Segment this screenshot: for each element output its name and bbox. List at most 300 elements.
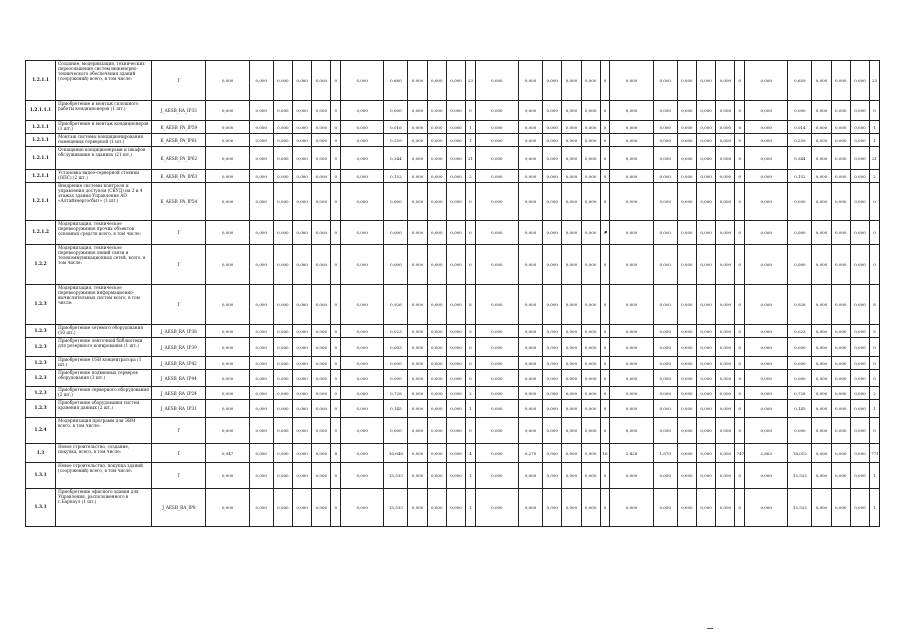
value-cell: 0,000 xyxy=(677,121,696,134)
value-cell: 0,000 xyxy=(312,357,331,370)
table-row xyxy=(26,357,880,370)
value-cell: 0 xyxy=(331,463,341,489)
value-cell: 0,000 xyxy=(610,463,653,489)
value-cell: 0,000 xyxy=(408,338,427,357)
value-cell: 0,000 xyxy=(543,338,562,357)
value-cell: 0,000 xyxy=(312,444,331,463)
value-cell: 0,000 xyxy=(427,101,446,121)
value-cell: 0,000 xyxy=(581,400,600,418)
value-cell: 0,145 xyxy=(384,400,408,418)
value-cell: 0,000 xyxy=(292,221,311,245)
value-cell: 0,000 xyxy=(696,121,715,134)
value-cell: 0,000 xyxy=(408,101,427,121)
value-cell: 0 xyxy=(735,489,745,527)
table-row xyxy=(26,101,880,121)
value-cell: 0,000 xyxy=(831,387,850,400)
value-cell: 0,000 xyxy=(341,285,384,325)
value-cell: 8 xyxy=(466,285,476,325)
value-cell: 0,000 xyxy=(716,285,735,325)
row-code: J_AESB_RA_IP24 xyxy=(152,387,206,400)
value-cell: 0,000 xyxy=(519,463,543,489)
value-cell: 0 xyxy=(870,183,880,221)
table-row xyxy=(26,61,880,101)
value-cell: 0,000 xyxy=(446,418,465,444)
value-cell: 0,000 xyxy=(696,338,715,357)
value-cell: 0,000 xyxy=(249,463,273,489)
value-cell: 0,000 xyxy=(475,134,518,147)
value-cell: 0,000 xyxy=(408,183,427,221)
value-cell: 0 xyxy=(331,370,341,387)
value-cell: 0,000 xyxy=(408,387,427,400)
value-cell: 0,000 xyxy=(384,357,408,370)
value-cell: 0,000 xyxy=(273,61,292,101)
value-cell: 0 xyxy=(466,101,476,121)
value-cell: 0,000 xyxy=(519,489,543,527)
value-cell: 0,000 xyxy=(562,170,581,183)
row-number: 1.2.1.1 xyxy=(26,121,56,134)
value-cell: 0,000 xyxy=(427,338,446,357)
value-cell: 0,000 xyxy=(519,400,543,418)
value-cell: 0,000 xyxy=(562,101,581,121)
value-cell: 0,000 xyxy=(677,147,696,170)
value-cell: 0,000 xyxy=(206,221,249,245)
value-cell: 0,000 xyxy=(716,418,735,444)
value-cell: 0,000 xyxy=(788,221,812,245)
value-cell: 0 xyxy=(735,61,745,101)
value-cell: 0,000 xyxy=(341,338,384,357)
value-cell: 0,000 xyxy=(850,338,869,357)
value-cell: 0,000 xyxy=(788,338,812,357)
value-cell: 0 xyxy=(870,245,880,285)
value-cell: 0,000 xyxy=(581,444,600,463)
value-cell: 0,000 xyxy=(206,489,249,527)
value-cell: 5 xyxy=(466,325,476,338)
value-cell: 0,000 xyxy=(696,245,715,285)
value-cell: 0,000 xyxy=(543,134,562,147)
value-cell: 0,000 xyxy=(384,183,408,221)
value-cell: 0,000 xyxy=(677,370,696,387)
value-cell: 0 xyxy=(331,387,341,400)
value-cell: 2 xyxy=(870,170,880,183)
value-cell: 0,000 xyxy=(653,418,677,444)
value-cell: 0,000 xyxy=(341,325,384,338)
value-cell: 0,000 xyxy=(831,325,850,338)
value-cell: 4 xyxy=(466,444,476,463)
value-cell: 0 xyxy=(466,183,476,221)
value-cell: 0 xyxy=(466,245,476,285)
value-cell: 0,000 xyxy=(745,338,788,357)
value-cell: 0 xyxy=(735,463,745,489)
value-cell: 0,000 xyxy=(677,170,696,183)
value-cell: 0,000 xyxy=(427,61,446,101)
value-cell: 0,000 xyxy=(653,400,677,418)
value-cell: 8 xyxy=(870,285,880,325)
table-row xyxy=(26,387,880,400)
value-cell: 0,000 xyxy=(562,121,581,134)
value-cell: 0,000 xyxy=(341,61,384,101)
value-cell: 0,000 xyxy=(716,489,735,527)
value-cell: 0,000 xyxy=(812,285,831,325)
value-cell: 0 xyxy=(735,357,745,370)
value-cell: 0 xyxy=(870,221,880,245)
value-cell: 0,000 xyxy=(581,121,600,134)
value-cell: 0,660 xyxy=(384,61,408,101)
value-cell: 0,000 xyxy=(831,245,850,285)
value-cell: 0,000 xyxy=(812,325,831,338)
value-cell: 0,000 xyxy=(249,101,273,121)
value-cell: 0,000 xyxy=(696,147,715,170)
value-cell: 0,000 xyxy=(475,101,518,121)
value-cell: 0,000 xyxy=(519,325,543,338)
value-cell: 0,000 xyxy=(716,170,735,183)
value-cell: 0,000 xyxy=(273,183,292,221)
value-cell: 0,000 xyxy=(408,463,427,489)
value-cell: 0,000 xyxy=(696,221,715,245)
value-cell: 0,000 xyxy=(408,221,427,245)
value-cell: 0,000 xyxy=(716,101,735,121)
value-cell: 0,000 xyxy=(716,325,735,338)
value-cell: 0,000 xyxy=(292,183,311,221)
value-cell: 2 xyxy=(466,170,476,183)
value-cell: 0,000 xyxy=(745,183,788,221)
value-cell: 0,000 xyxy=(562,387,581,400)
table-row xyxy=(26,121,880,134)
value-cell: 23 xyxy=(466,61,476,101)
value-cell: 0,000 xyxy=(543,400,562,418)
value-cell: 0,000 xyxy=(206,183,249,221)
value-cell: 0,000 xyxy=(562,338,581,357)
value-cell: 0,000 xyxy=(249,325,273,338)
value-cell: 747 xyxy=(735,444,745,463)
row-code: K_AESB_PA_IP59 xyxy=(152,121,206,134)
value-cell: 0,000 xyxy=(850,183,869,221)
row-code: K_AESB_PA_IP63 xyxy=(152,170,206,183)
value-cell: 0,000 xyxy=(408,147,427,170)
value-cell: 0 xyxy=(600,147,610,170)
value-cell: 0,000 xyxy=(850,418,869,444)
value-cell: 5 xyxy=(870,325,880,338)
value-cell: 0,344 xyxy=(384,147,408,170)
value-cell: 0,000 xyxy=(273,489,292,527)
value-cell: 0,000 xyxy=(745,400,788,418)
value-cell: 0,000 xyxy=(427,183,446,221)
row-number: 1.2.3 xyxy=(26,285,56,325)
value-cell: 0 xyxy=(600,387,610,400)
value-cell: 0,000 xyxy=(475,121,518,134)
value-cell: 0,000 xyxy=(543,387,562,400)
value-cell: 16 xyxy=(600,444,610,463)
value-cell: 0 xyxy=(735,338,745,357)
value-cell: 0,000 xyxy=(562,221,581,245)
value-cell: 0,000 xyxy=(249,489,273,527)
value-cell: 0,000 xyxy=(206,61,249,101)
document-sheet xyxy=(25,60,880,527)
table-row xyxy=(26,221,880,245)
value-cell: 0,000 xyxy=(341,370,384,387)
table-row xyxy=(26,134,880,147)
value-cell: 0,000 xyxy=(249,245,273,285)
value-cell: 0,000 xyxy=(249,370,273,387)
value-cell: 0,000 xyxy=(341,121,384,134)
value-cell: 0,000 xyxy=(312,285,331,325)
value-cell: 0,270 xyxy=(519,444,543,463)
row-name: Приобретение и монтаж кондиционеров (1 шт.) xyxy=(56,121,152,134)
row-number: 1.2.1.1 xyxy=(26,147,56,170)
value-cell: 1 xyxy=(870,134,880,147)
row-number: 1.2.1.2 xyxy=(26,221,56,245)
value-cell: 0 xyxy=(735,245,745,285)
value-cell: 0,000 xyxy=(446,134,465,147)
value-cell: 0 xyxy=(870,370,880,387)
value-cell: 0 xyxy=(331,121,341,134)
value-cell: 0,000 xyxy=(312,400,331,418)
value-cell: 0,000 xyxy=(610,183,653,221)
value-cell: 0 xyxy=(600,400,610,418)
value-cell: 1 xyxy=(870,400,880,418)
value-cell: 0,000 xyxy=(653,489,677,527)
value-cell: 0,000 xyxy=(562,245,581,285)
value-cell: 0,000 xyxy=(562,418,581,444)
value-cell: 0,000 xyxy=(581,245,600,285)
row-number: 1.2.1.1 xyxy=(26,170,56,183)
value-cell: 0,000 xyxy=(850,221,869,245)
value-cell: 0,000 xyxy=(446,101,465,121)
value-cell: 0,000 xyxy=(788,418,812,444)
value-cell: 0,000 xyxy=(273,221,292,245)
value-cell: 1,870 xyxy=(653,444,677,463)
value-cell: 0,000 xyxy=(831,338,850,357)
value-cell: 0,000 xyxy=(446,489,465,527)
value-cell: 0,000 xyxy=(696,101,715,121)
row-number: 1.2.3 xyxy=(26,400,56,418)
value-cell: 0,000 xyxy=(475,147,518,170)
row-number: 1.2.4 xyxy=(26,418,56,444)
value-cell: 0,000 xyxy=(610,387,653,400)
value-cell: 0 xyxy=(600,134,610,147)
value-cell: 0 xyxy=(600,245,610,285)
value-cell: 0,000 xyxy=(581,489,600,527)
value-cell: 0,000 xyxy=(831,170,850,183)
value-cell: 0,000 xyxy=(850,463,869,489)
value-cell: 0,000 xyxy=(292,463,311,489)
row-number: 1.2.3 xyxy=(26,370,56,387)
value-cell: 0,000 xyxy=(716,245,735,285)
value-cell: 0,000 xyxy=(206,463,249,489)
value-cell: 0 xyxy=(331,134,341,147)
value-cell: 0 xyxy=(466,357,476,370)
value-cell: 0,000 xyxy=(519,370,543,387)
value-cell: 0 xyxy=(600,325,610,338)
value-cell: 0 xyxy=(735,170,745,183)
value-cell: 0,000 xyxy=(206,325,249,338)
value-cell: 0,000 xyxy=(653,61,677,101)
value-cell: 0,000 xyxy=(519,147,543,170)
value-cell: 0,000 xyxy=(850,147,869,170)
value-cell: 0 xyxy=(331,183,341,221)
value-cell: 0,000 xyxy=(831,101,850,121)
value-cell: 0,000 xyxy=(831,370,850,387)
value-cell: 0,000 xyxy=(292,61,311,101)
value-cell: 0,000 xyxy=(341,444,384,463)
value-cell: 0,000 xyxy=(341,387,384,400)
value-cell: 0,000 xyxy=(812,370,831,387)
value-cell: 0,000 xyxy=(273,121,292,134)
value-cell: 0,000 xyxy=(519,387,543,400)
value-cell: 0,000 xyxy=(475,338,518,357)
value-cell: 21 xyxy=(466,147,476,170)
value-cell: 0,000 xyxy=(273,245,292,285)
value-cell: 0,000 xyxy=(610,101,653,121)
value-cell: 15,533 xyxy=(788,463,812,489)
row-code: J_AESB_RA_IP8 xyxy=(152,489,206,527)
value-cell: 23 xyxy=(870,61,880,101)
value-cell: 0,000 xyxy=(408,418,427,444)
value-cell: 0,023 xyxy=(384,325,408,338)
value-cell: 0,000 xyxy=(850,370,869,387)
value-cell: 0,000 xyxy=(850,134,869,147)
value-cell: 0,000 xyxy=(543,444,562,463)
row-code: Г xyxy=(152,463,206,489)
value-cell: 0,000 xyxy=(292,325,311,338)
value-cell: 0,000 xyxy=(206,245,249,285)
value-cell: 0 xyxy=(870,101,880,121)
value-cell: 0,000 xyxy=(812,221,831,245)
value-cell: 0,000 xyxy=(273,418,292,444)
value-cell: 0,000 xyxy=(653,121,677,134)
value-cell: 0,000 xyxy=(519,61,543,101)
value-cell: 0,000 xyxy=(696,183,715,221)
value-cell: 0 xyxy=(600,418,610,444)
value-cell: 0,000 xyxy=(653,387,677,400)
value-cell: 1 xyxy=(466,463,476,489)
value-cell: 0,000 xyxy=(312,370,331,387)
value-cell: 0,000 xyxy=(850,101,869,121)
value-cell: 0,728 xyxy=(384,387,408,400)
value-cell: 0,000 xyxy=(677,101,696,121)
value-cell: 0,000 xyxy=(745,489,788,527)
value-cell: 0,000 xyxy=(519,285,543,325)
table-row xyxy=(26,489,880,527)
value-cell: 0,000 xyxy=(696,61,715,101)
value-cell: 0,000 xyxy=(745,121,788,134)
value-cell: 0 xyxy=(331,245,341,285)
value-cell: 1 xyxy=(466,489,476,527)
value-cell: 0,000 xyxy=(677,418,696,444)
value-cell: 0,947 xyxy=(206,444,249,463)
value-cell: 0,000 xyxy=(831,357,850,370)
row-name: Установка видео-серверной стоянки (ОПС) (2 шт.) xyxy=(56,170,152,183)
value-cell: 0,000 xyxy=(696,489,715,527)
value-cell: 0,000 xyxy=(850,61,869,101)
row-number: 1.2.3 xyxy=(26,325,56,338)
value-cell: 0,000 xyxy=(543,183,562,221)
value-cell: 0,000 xyxy=(677,285,696,325)
value-cell: 0,000 xyxy=(812,418,831,444)
value-cell: 1 xyxy=(870,463,880,489)
value-cell: 0,000 xyxy=(653,170,677,183)
value-cell: 0,000 xyxy=(292,285,311,325)
table-row xyxy=(26,325,880,338)
value-cell: 0,000 xyxy=(745,285,788,325)
value-cell: 0,000 xyxy=(312,418,331,444)
value-cell: 0,000 xyxy=(427,463,446,489)
value-cell: 15,533 xyxy=(788,489,812,527)
value-cell: 0 xyxy=(331,338,341,357)
value-cell: 0 xyxy=(331,285,341,325)
value-cell: 0,000 xyxy=(292,338,311,357)
value-cell: 0,000 xyxy=(812,101,831,121)
value-cell: 0,000 xyxy=(475,245,518,285)
value-cell: 0,000 xyxy=(716,463,735,489)
value-cell: 0,000 xyxy=(273,325,292,338)
value-cell: 0 xyxy=(466,221,476,245)
row-code: J_AESB_RA_IP42 xyxy=(152,357,206,370)
value-cell: 0,000 xyxy=(745,61,788,101)
value-cell: 0,000 xyxy=(562,325,581,338)
value-cell: 0,000 xyxy=(312,387,331,400)
value-cell: 0,000 xyxy=(427,147,446,170)
value-cell: 0,000 xyxy=(696,285,715,325)
row-name: Внедрение системы контроля и управления доступом (СКУД) на 2 и 4 этажах здания Управления АО «Алтайэнергосбыт» (1 шт.) xyxy=(56,183,152,221)
value-cell: 0,000 xyxy=(341,183,384,221)
value-cell: 0,000 xyxy=(446,61,465,101)
value-cell: 0,000 xyxy=(653,183,677,221)
value-cell: 0 xyxy=(870,418,880,444)
value-cell: 0,000 xyxy=(475,489,518,527)
value-cell: 0,000 xyxy=(831,418,850,444)
value-cell: 0,000 xyxy=(745,101,788,121)
row-code: J_AESB_RA_IP31 xyxy=(152,400,206,418)
value-cell: 0,000 xyxy=(677,357,696,370)
value-cell: 0,000 xyxy=(249,221,273,245)
table-row xyxy=(26,370,880,387)
value-cell: 0,000 xyxy=(831,221,850,245)
row-number: 1.2.3 xyxy=(26,357,56,370)
value-cell: 0,000 xyxy=(653,245,677,285)
value-cell: 0,000 xyxy=(543,285,562,325)
value-cell: 0,000 xyxy=(677,325,696,338)
value-cell: 0,000 xyxy=(788,183,812,221)
row-number: 1.2.3 xyxy=(26,338,56,357)
value-cell: 0,000 xyxy=(716,338,735,357)
value-cell: 0,000 xyxy=(446,183,465,221)
value-cell: 0,000 xyxy=(206,400,249,418)
value-cell: 0,000 xyxy=(677,134,696,147)
value-cell: 0,000 xyxy=(341,134,384,147)
value-cell: 0,000 xyxy=(408,370,427,387)
row-number: 1.2.1.1 xyxy=(26,61,56,101)
value-cell: 0,152 xyxy=(788,170,812,183)
value-cell: 0,000 xyxy=(312,61,331,101)
value-cell: 0,000 xyxy=(562,400,581,418)
value-cell: 0,000 xyxy=(716,444,735,463)
value-cell: 0 xyxy=(600,121,610,134)
value-cell: 0,000 xyxy=(850,121,869,134)
row-name: Монтаж системы кондиционирования помещения серверной (1 шт.) xyxy=(56,134,152,147)
value-cell: 0,728 xyxy=(788,387,812,400)
value-cell: 0,000 xyxy=(562,285,581,325)
value-cell: 0,000 xyxy=(519,245,543,285)
row-code: J_AESB_RA_IP39 xyxy=(152,338,206,357)
value-cell: 0,000 xyxy=(543,463,562,489)
value-cell: 0,000 xyxy=(581,338,600,357)
value-cell: 0,000 xyxy=(812,387,831,400)
value-cell: 0,000 xyxy=(446,170,465,183)
value-cell: 0,000 xyxy=(446,245,465,285)
row-name: Модернизация, техническое перевооружение информационно-вычислительных систем всего, в том числе: xyxy=(56,285,152,325)
row-name: Приобретение офисного здания для Управления, расположенного в г.Барнаул (1 шт.) xyxy=(56,489,152,527)
value-cell: 0,000 xyxy=(206,121,249,134)
